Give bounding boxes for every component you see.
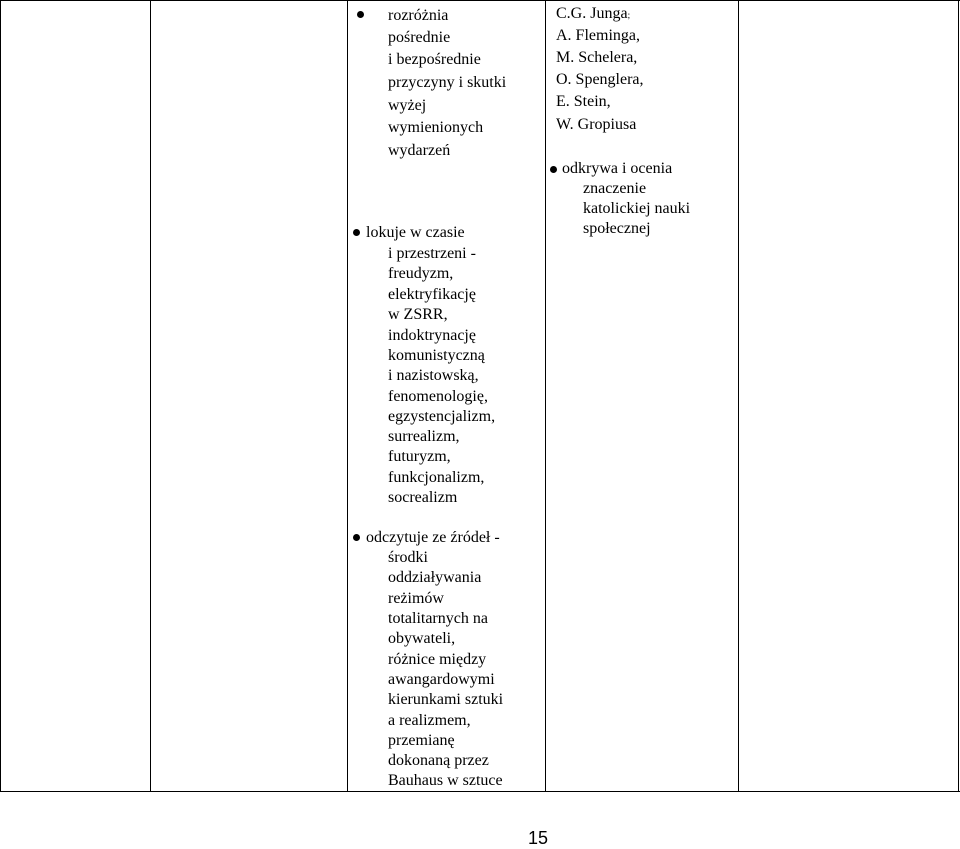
bullet-icon: [357, 11, 364, 18]
col2-item3-line: reżimów: [388, 590, 444, 607]
col2-item2-line: egzystencjalizm,: [388, 408, 496, 425]
col3-item-line: znaczenie: [583, 180, 647, 197]
col2-item2-line: komunistyczną: [388, 347, 485, 364]
col3-name-line: W. Gropiusa: [556, 116, 637, 133]
bullet-icon: [353, 534, 360, 541]
col2-item2-line: futuryzm,: [388, 448, 451, 465]
col2-item1-line: wyżej: [388, 97, 427, 114]
col2-item2-line: w ZSRR,: [388, 306, 448, 323]
bullet-icon: [550, 166, 557, 173]
col2-item1-line: wydarzeń: [388, 142, 451, 159]
col2-item2-line: indoktrynację: [388, 327, 476, 344]
col2-item3-line: a realizmem,: [388, 712, 471, 729]
col2-item2-line: fenomenologię,: [388, 388, 488, 405]
col2-item2-line: socrealizm: [388, 489, 458, 506]
col3-name-line: E. Stein,: [556, 93, 611, 110]
col2-item3-line: kierunkami sztuki: [388, 691, 504, 708]
col2-item2-line: elektryfikację: [388, 286, 476, 303]
col3-item-line: odkrywa i ocenia: [562, 160, 673, 177]
col2-item3-line: środki: [388, 549, 428, 566]
col2-item3-line: Bauhaus w sztuce: [388, 772, 503, 789]
table-border-right: [958, 0, 959, 792]
col2-item3-line: przemianę: [388, 732, 455, 749]
col3-name-line: A. Fleminga,: [556, 27, 640, 44]
name-jung-separator: ;: [627, 10, 631, 20]
col2-item3-line: różnice między: [388, 651, 487, 668]
col3-item-line: społecznej: [583, 220, 651, 237]
table-divider-2: [347, 0, 348, 792]
col2-item1-line: rozróżnia: [388, 7, 449, 24]
col2-item2-line: lokuje w czasie: [366, 224, 465, 241]
col2-item3-line: obywateli,: [388, 630, 456, 647]
col3-name-line: M. Schelera,: [556, 49, 638, 66]
col2-item1-line: i bezpośrednie: [388, 51, 481, 68]
col2-item1-line: pośrednie: [388, 29, 451, 46]
table-border-left: [0, 0, 1, 792]
table-border-top: [0, 0, 960, 1]
table-divider-4: [738, 0, 739, 792]
col2-item2-line: funkcjonalizm,: [388, 469, 485, 486]
col3-name-line: [556, 4, 630, 25]
col2-item2-line: i przestrzeni -: [388, 245, 476, 262]
table-divider-3: [545, 0, 546, 792]
col2-item3-line: odczytuje ze źródeł -: [366, 529, 500, 546]
col2-item1-line: przyczyny i skutki: [388, 74, 507, 91]
name-jung: C.G. Junga: [556, 5, 628, 22]
page-number: 15: [528, 828, 549, 848]
col2-item2-line: freudyzm,: [388, 265, 454, 282]
col3-item-line: katolickiej nauki: [583, 200, 691, 217]
col2-item3-line: awangardowymi: [388, 671, 495, 688]
col2-item1-line: wymienionych: [388, 119, 484, 136]
col3-name-line: O. Spenglera,: [556, 71, 644, 88]
col2-item3-line: totalitarnych na: [388, 610, 488, 627]
col2-item2-line: i nazistowską,: [388, 367, 479, 384]
col2-item3-line: dokonaną przez: [388, 752, 489, 769]
bullet-icon: [353, 229, 360, 236]
table-border-bottom: [0, 791, 960, 792]
table-divider-1: [150, 0, 151, 792]
col2-item2-line: surrealizm,: [388, 428, 460, 445]
col2-item3-line: oddziaływania: [388, 569, 482, 586]
